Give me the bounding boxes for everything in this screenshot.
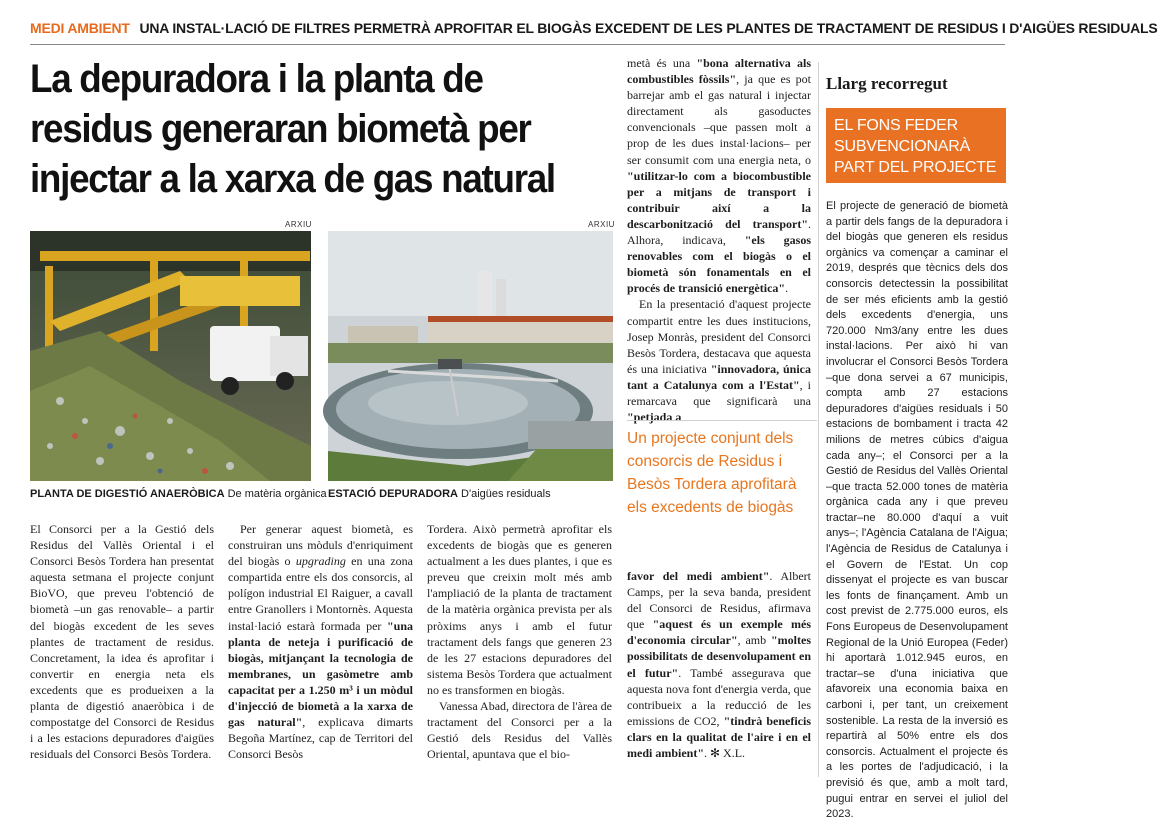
body-column-3 — [427, 521, 612, 762]
paragraph-continuation: Tordera. Això permetrà aprofitar els excedents de biogàs que es generen actualment a les dues plantes, i que es preveu que creixin molt més amb l'ampliació de la planta de tractament de la matèria orgànica prevista per als pròxims anys i amb el futur tractament dels fangs que generen 23 de les 27 estacions depuradores del sistema Besòs Tordera que actualment no es transformen en biogàs. — [427, 522, 612, 697]
photo-digestion-plant — [30, 231, 311, 481]
pull-quote: Un projecte conjunt dels consorcis de Residus i Besòs Tordera aprofitarà els excedents de biogàs — [627, 420, 817, 519]
kicker-line: UNA INSTAL·LACIÓ DE FILTRES PERMETRÀ APROFITAR EL BIOGÀS EXCEDENT DE LES PLANTES DE TRACTAMENT DE RESIDUS I D'AIGÜES RESIDUALS — [139, 20, 1158, 36]
section-header — [30, 20, 1158, 42]
photo-credit-1: ARXIU — [285, 220, 312, 229]
caption-1-desc: De matèria orgànica — [227, 488, 327, 500]
sidebar-text: El projecte de generació de biometà a partir dels fangs de la depuradora i del biogàs que generen els residus orgànics va començar a caminar el 2019, després que tècnics dels dos consorcis detectessin la possibilitat de ser més eficients amb la gestió dels excedents d'energia, uns 720.000 Nm3/any entre les dues instal·lacions. Per això hi van involucrar el Consorci Besòs Tordera –que dona servei a 67 municipis, compta amb 27 estacions depuradores d'aigües residuals i 50 estacions de bombament i tracta 42 milions de metres cúbics d'aigua cada any–; el Consorci per a la Gestió de Residus del Vallès Oriental –que tracta 52.000 tones de matèria orgànica cada any i que preveu tractar–ne 80.000 d'aquí a vuit anys–; l'Agència Catalana de l'Aigua; l'Agència de Residus de Catalunya i el Govern de l'Estat. Un cop dissenyat el projecte es van buscar les fonts de finançament. Amb un cost previst de 2.775.000 euros, els Fons Europeus de Desenvolupament Regional de la Unió Europea (Feder) hi aportarà 1.012.945 euros, en tractar–se d'una iniciativa que afavoreix una economia baixa en carboni i, per tant, un creixement sostenible. La resta de la inversió es repartirà al 50% entre els dos consorcis. Actualment el projecte és a les portes de l'adjudicació, i la previsió és que, amb a molt tard, pugui entrar en servei el juliol del 2023. — [826, 200, 1008, 821]
article-headline: La depuradora i la planta de residus generaran biometà per injectar a la xarxa de gas natural — [30, 57, 555, 201]
header-divider — [30, 44, 1005, 45]
sidebar-separator — [818, 62, 819, 777]
body-column-4 — [627, 55, 811, 425]
sidebar-title: Llarg recorregut — [826, 74, 948, 93]
section-label: MEDI AMBIENT — [30, 20, 130, 36]
caption-1-title: PLANTA DE DIGESTIÓ ANAERÒBICA — [30, 488, 225, 500]
paragraph-biomethane: Per generar aquest biometà, es construiran uns mòduls d'enriquiment del biogàs o upgrading en una zona compartida entre els dos consorcis, al polígon industrial El Raiguer, a cavall entre Granollers i Montornès. Aquesta instal·lació estarà formada per "una planta de neteja i purificació de biogàs, mitjançant la tecnologia de membranes, un gasòmetre amb capacitat per a 1.250 m³ i un mòdul d'injecció de biometà a la xarxa de gas natural", explicava dimarts Begoña Martínez, cap de Territori del Consorci Besòs — [228, 522, 413, 762]
photo-caption-1 — [30, 488, 327, 500]
paragraph-camps: favor del medi ambient". Albert Camps, per la seva banda, president del Consorci de Residus, afirmava que "aquest és un exemple més d'economia circular", amb "moltes possibilitats de desenvolupament en el futur". També assegurava que aquesta nova font d'energia verda, que contribueix a la reducció de les emissions de CO2, "tindrà beneficis clars en la qualitat de l'aire i en el medi ambient". ✻ X.L. — [627, 569, 812, 761]
body-column-5 — [627, 568, 811, 761]
photo-caption-2 — [328, 488, 551, 500]
paragraph-alternative: metà és una "bona alternativa als combustibles fòssils", ja que es pot barrejar amb el gas natural i injectar directament als gasoductes convencionals –que passen molt a prop de les dues instal·lacions– per ser consumit com una energia neta, o "utilitzar-lo com a biocombustible per a mitjans de transport i contribuir així a la descarbonització del transport". Alhora, indicava, "els gasos renovables com el biogàs o el biometà són fonamentals en el procés de transició energètica". — [627, 56, 811, 296]
photo-water-treatment — [328, 231, 613, 481]
paragraph-intro: El Consorci per a la Gestió dels Residus del Vallès Oriental i el Consorci Besòs Tordera han presentat aquesta setmana el projecte conjunt BioVO, que preveu l'obtenció de biometà –un gas renovable– a partir del biogàs excedent de les seves plantes de tractament de residus. Concretament, la idea és aprofitar i convertir en energia neta els excedents que es produeixen a la planta de digestió anaeròbica i de compostatge del Consorci de Residus i a les estacions depuradores d'aigües residuals del Consorci Besòs Tordera. — [30, 522, 214, 762]
photo-credit-2: ARXIU — [588, 220, 615, 229]
paragraph-monras: En la presentació d'aquest projecte compartit entre les dues institucions, Josep Monràs, president del Consorci Besòs Tordera, destacava que aquesta és una iniciativa "innovadora, única tant a Catalunya com a l'Estat", i remarcava que significarà una "petjada a — [627, 297, 811, 425]
body-column-2 — [228, 521, 413, 762]
paragraph-abad: Vanessa Abad, directora de l'àrea de tractament del Consorci per a la Gestió dels Residus del Vallès Oriental, apuntava que el bio- — [427, 699, 612, 762]
sidebar-highlight-box: EL FONS FEDER SUBVENCIONARÀ PART DEL PROJECTE — [826, 108, 1006, 183]
body-column-1 — [30, 521, 214, 762]
caption-2-desc: D'aigües residuals — [461, 488, 551, 500]
caption-2-title: ESTACIÓ DEPURADORA — [328, 488, 458, 500]
